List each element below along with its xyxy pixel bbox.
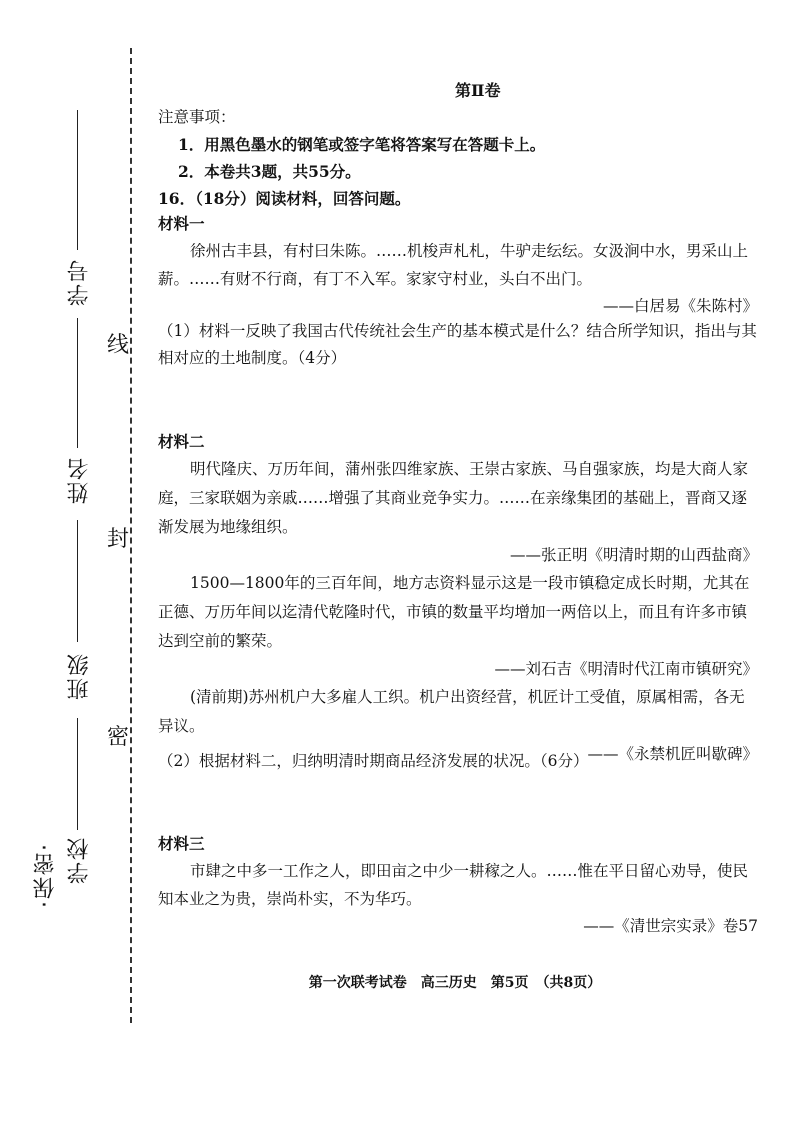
notes-title: 注意事项： (158, 108, 236, 126)
section-title: 第Ⅱ卷 (455, 81, 501, 100)
question-2-text: （2）根据材料二，归纳明清时期商品经济发展的状况。（6分） (158, 752, 589, 770)
question-1-block (158, 318, 758, 372)
material-2-para-2: 1500—1800年的三百年间，地方志资料显示这是一段市镇稳定成长时期，尤其在正德、万历年间以迄清代乾隆时代，市镇的数量平均增加一两倍以上，而且有许多市镇达到空前的繁荣。 (158, 574, 750, 650)
material-2-para-3: (清前期)苏州机户大多雇人工织。机户出资经营，机匠计工受值，原属相需，各无异议。 (158, 688, 745, 735)
question-1-text: （1）材料一反映了我国古代传统社会生产的基本模式是什么？结合所学知识，指出与其相对应的土地制度。（4分） (158, 322, 757, 367)
material-2-source-3: ——《永禁机匠叫歇碑》 (587, 745, 758, 763)
seal-mi: 密 (107, 725, 130, 750)
sidebar-school-label: 学校 (67, 836, 92, 884)
material-3-source: ——《清世宗实录》卷57 (583, 917, 758, 935)
class-write-line (77, 520, 78, 642)
sidebar-secret-label: ·保密· (33, 842, 58, 908)
binding-dashed-line (130, 48, 132, 1023)
notes-block (158, 104, 758, 212)
material-2-source-1: ——张正明《明清时期的山西盐商》 (509, 546, 758, 564)
school-write-line (77, 718, 78, 830)
seal-feng: 封 (107, 527, 130, 552)
note-item-1: 1．用黑色墨水的钢笔或签字笔将答案写在答题卡上。 (178, 135, 546, 154)
id-write-line (77, 110, 78, 250)
material-2-para-1: 明代隆庆、万历年间，蒲州张四维家族、王崇古家族、马自强家族，均是大商人家庭，三家联姻为亲戚……增强了其商业竞争实力。……在亲缘集团的基础上，晋商又逐渐发展为地缘组织。 (158, 460, 749, 536)
page-footer: 第一次联考试卷 高三历史 第5页 （共8页） (308, 975, 602, 991)
material-3 (158, 830, 758, 940)
sidebar-id-label: 学号 (67, 258, 92, 306)
material-1-source: ——白居易《朱陈村》 (602, 297, 758, 315)
material-1-label: 材料一 (158, 214, 205, 233)
material-3-text: 市肆之中多一工作之人，即田亩之中少一耕稼之人。……惟在平日留心劝导，使民知本业之为贵，崇尚朴实，不为华巧。 (158, 862, 749, 908)
seal-xian: 线 (107, 333, 130, 358)
question-title: 16．（18分）阅读材料，回答问题。 (158, 189, 411, 208)
name-write-line (77, 318, 78, 448)
material-2-source-2: ——刘石吉《明清时代江南市镇研究》 (494, 660, 758, 678)
material-3-label: 材料三 (158, 834, 205, 853)
material-1-text: 徐州古丰县，有村曰朱陈。……机梭声札札，牛驴走纭纭。女汲涧中水，男采山上薪。……有财不行商，有丁不入军。家家守村业，头白不出门。 (158, 242, 749, 288)
sidebar-name-label: 姓名 (67, 456, 92, 504)
question-2-block (158, 748, 758, 775)
note-item-2: 2．本卷共3题，共55分。 (178, 162, 361, 181)
material-2 (158, 428, 758, 768)
sidebar-class-label: 班级 (67, 652, 92, 700)
material-2-label: 材料二 (158, 432, 205, 451)
material-1 (158, 210, 758, 320)
